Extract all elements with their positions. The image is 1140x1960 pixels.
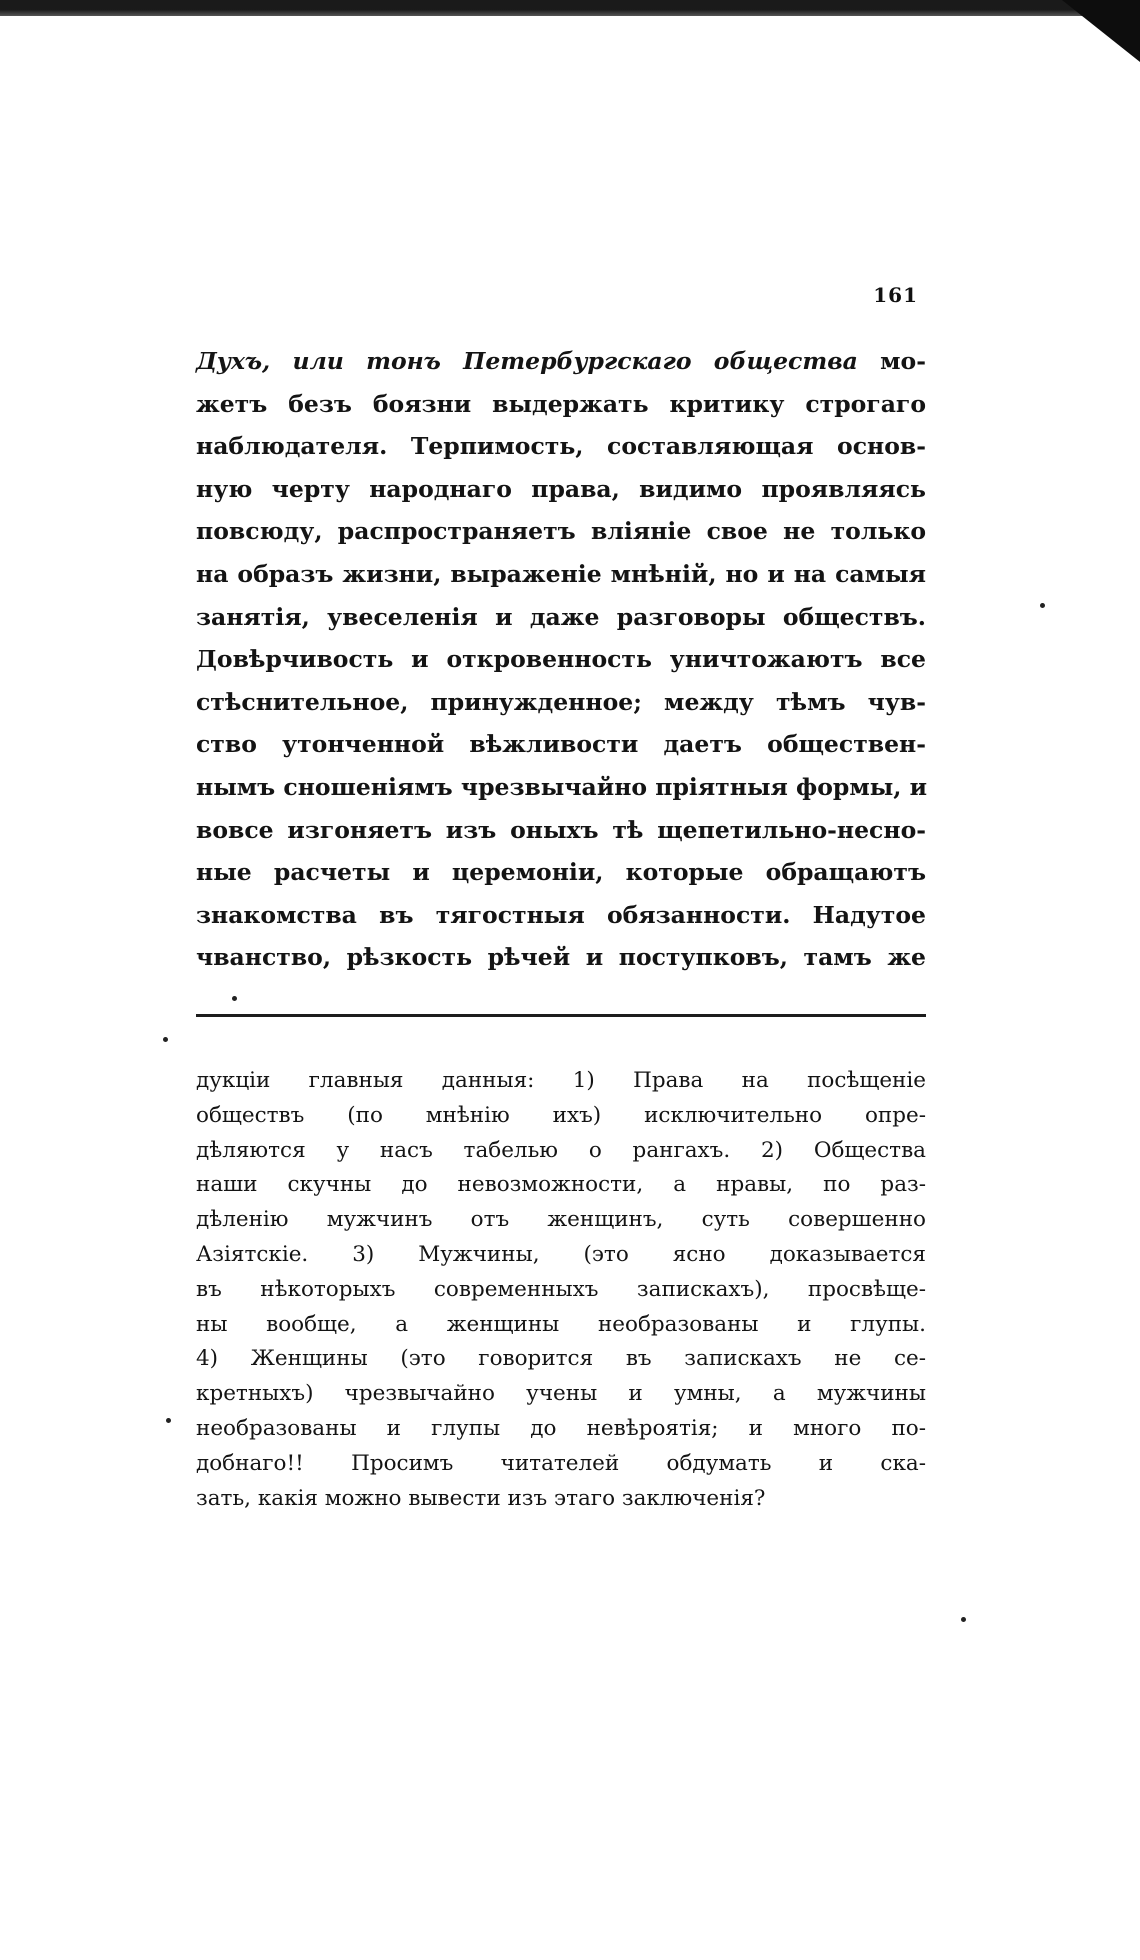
footnote-line: дѣленію мужчинъ отъ женщинъ, суть совершенно [196, 1207, 926, 1233]
footnote-text [196, 1064, 926, 1516]
main-line: повсюду, распространяетъ вліяніе свое не только [196, 517, 926, 546]
main-line: Довѣрчивость и откровенность уничтожаютъ все [196, 645, 926, 674]
footnote-line: необразованы и глупы до невѣроятія; и много по- [196, 1415, 926, 1441]
footnote-line: Азіятскіе. 3) Мужчины, (это ясно доказывается [196, 1241, 926, 1267]
main-line-lead-italic: Духъ, или тонъ Петербургскаго общества [196, 347, 858, 375]
main-line: вовсе изгоняетъ изъ оныхъ тѣ щепетильно-несно- [196, 815, 926, 844]
scan-speck [232, 996, 237, 1001]
main-line: стѣснительное, принужденное; между тѣмъ чув- [196, 687, 926, 716]
scan-top-edge [0, 0, 1140, 16]
main-paragraph [196, 340, 926, 979]
footnote-line: въ нѣкоторыхъ современныхъ запискахъ), просвѣще- [196, 1276, 926, 1302]
footnote-separator-rule [196, 1014, 926, 1017]
main-line: ную черту народнаго права, видимо проявляясь [196, 474, 926, 503]
footnote-line: дѣляются у насъ табелью о рангахъ. 2) Общества [196, 1137, 926, 1163]
scan-corner-fold [1062, 0, 1140, 62]
footnote-line: 4) Женщины (это говорится въ запискахъ не се- [196, 1346, 926, 1372]
main-line [196, 340, 926, 383]
footnote-line: наши скучны до невозможности, а нравы, по раз- [196, 1172, 926, 1198]
main-line-rest: мо- [857, 347, 926, 375]
scan-speck [961, 1617, 966, 1622]
scan-speck [163, 1037, 168, 1042]
main-line: ство утонченной вѣжливости даетъ обществен- [196, 730, 926, 759]
main-line: нымъ сношеніямъ чрезвычайно пріятныя формы, и [196, 772, 928, 801]
footnote-line: зать, какія можно вывести изъ этаго заключенія? [196, 1485, 766, 1511]
main-line: занятія, увеселенія и даже разговоры обществъ. [196, 602, 926, 631]
footnote-line: ны вообще, а женщины необразованы и глупы. [196, 1311, 926, 1337]
main-line: наблюдателя. Терпимость, составляющая основ- [196, 432, 926, 461]
scan-speck [166, 1418, 171, 1423]
footnote-line: кретныхъ) чрезвычайно учены и умны, а мужчины [196, 1381, 926, 1407]
main-line: жетъ безъ боязни выдержать критику строгаго [196, 389, 926, 418]
footnote-line: дукціи главныя данныя: 1) Права на посѣщеніе [196, 1068, 926, 1093]
scan-speck [1040, 603, 1045, 608]
main-line: знакомства въ тягостныя обязанности. Надутое [196, 900, 926, 929]
main-line: чванство, рѣзкость рѣчей и поступковъ, тамъ же [196, 943, 926, 972]
main-line: ные расчеты и церемоніи, которые обращаютъ [196, 858, 926, 887]
footnote-line: обществъ (по мнѣнію ихъ) исключительно опре- [196, 1102, 926, 1128]
footnote-line: добнаго!! Просимъ читателей обдумать и ска- [196, 1450, 926, 1476]
page-number: 161 [873, 283, 918, 307]
main-line: на образъ жизни, выраженіе мнѣній, но и на самыя [196, 559, 926, 588]
